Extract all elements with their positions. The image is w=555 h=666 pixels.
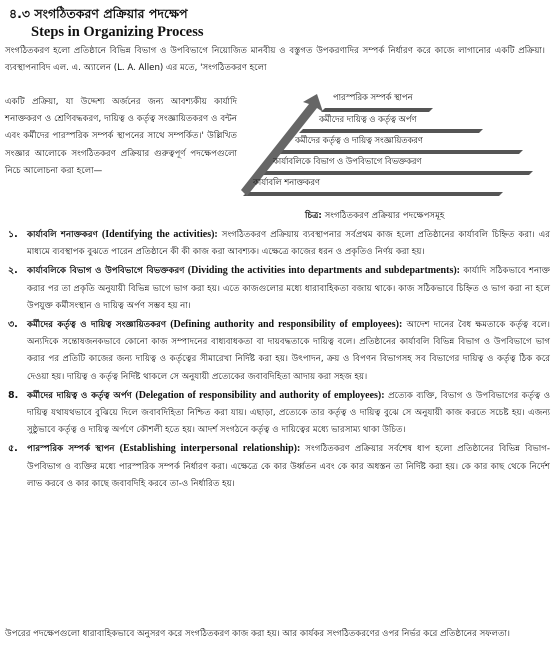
step-bar-4 (261, 171, 533, 175)
caption-text: সংগঠিতকরণ প্রক্রিয়ার পদক্ষেপসমূহ (321, 211, 445, 221)
item-heading: কর্মীদের দায়িত্ব ও কর্তৃত্ব অর্পণ (27, 390, 132, 401)
closing-paragraph: উপরের পদক্ষেপগুলো ধারাবাহিকভাবে অনুসরণ করে সংগঠিতকরণ কাজ করা হয়। আর কার্যকর সংগঠিতকরণের ওপর নির্ভর করে প্রতিষ্ঠানের সফলতা। (5, 629, 510, 639)
item-english-heading: (Defining authority and responsibility of employees): (170, 319, 403, 331)
list-item (5, 440, 550, 493)
item-body: সংগঠিতকরণ প্রক্রিয়ার সর্বশেষ ধাপ হলো প্রতিষ্ঠানের বিভিন্ন বিভাগ-উপবিভাগ ও ব্যক্তির মধ্যে পারস্পরিক সম্পর্ক নির্ধারণ করা। এক্ষেত্রে কে কার উর্ধ্বতন এবং কে কার অধস্তন তা নির্দিষ্ট করা হয়। কে কার কাছ থেকে নির্দেশ লাভ করবে ও কার কাছে জবাবদিহি করবে তা-ও নির্ধারিত হয়। (27, 444, 551, 489)
step-label-4: কার্যাবলিকে বিভাগ ও উপবিভাগে বিভক্তকরণ (273, 156, 422, 166)
caption-label: চিত্র: (305, 211, 322, 221)
organizing-steps-diagram (233, 86, 551, 204)
item-body: সংগঠিতকরণ প্রক্রিয়ায় ব্যবস্থাপনার সর্বপ্রথম কাজ হলো প্রতিষ্ঠানের কার্যাবলি চিহ্নিত করা। এর মাধ্যমে ব্যবস্থাপক বুঝতে পারেন প্রতিষ্ঠানে কী কী কাজ করা আবশ্যক। এক্ষেত্রে কাজের ধরন ও প্রকৃতিও নির্ণয় করা হয়। (27, 230, 550, 258)
item-body: আদেশ দানের বৈধ ক্ষমতাকে কর্তৃত্ব বলে। অন্যদিকে সন্তোষজনকভাবে কোনো কাজ সম্পাদনের বাধ্যবাধকতা বা দায়বদ্ধতাকে দায়িত্ব বলে। প্রতিষ্ঠানের কার্যাবলি বিভিন্ন বিভাগ ও উপবিভাগে ভাগ করার পর প্রতিটি কাজের জন্য দায়িত্ব ও কর্তৃত্বের সীমারেখা নির্দিষ্ট করা হয়। উৎপাদন, ক্রয় ও বিপণন বিভাগসহ সব বিভাগের দায়িত্ব ও কর্তৃত্ব ঠিক করে দেওয়া হয়। দায়িত্ব ও কর্তৃত্ব নির্দিষ্ট থাকলে সে অনুযায়ী প্রত্যেকের জবাবদিহিতা আদায় করা সহজ হয়। (27, 320, 550, 382)
figure-caption (305, 209, 444, 223)
list-item (5, 316, 550, 386)
item-number: 8. (8, 389, 19, 401)
textbook-page (5, 0, 550, 666)
step-bar-3 (279, 150, 523, 154)
step-bar-2 (299, 129, 483, 133)
step-bar-5 (243, 192, 503, 196)
item-body: কার্যাদি সঠিকভাবে শনাক্ত করার পর তা প্রকৃতি অনুযায়ী বিভিন্ন ভাগে ভাগ করা হয়। এতে কাজগুলোর মধ্যে ধারাবাহিকতা বজায় থাকে। কাজ সঠিকভাবে চিহ্নিত ও ভাগ করা না হলে উপযুক্ত কর্মীসংস্থান ও দায়িত্ব অর্পণ সম্ভব হয় না। (27, 266, 551, 311)
item-heading: কার্যাবলিকে বিভাগ ও উপবিভাগে বিভক্তকরণ (27, 266, 185, 277)
list-item (5, 226, 550, 261)
item-english-heading: (Identifying the activities): (101, 229, 218, 240)
section-subtitle: Steps in Organizing Process (31, 24, 204, 40)
step-label-1: পারস্পরিক সম্পর্ক স্থাপন (333, 92, 413, 102)
step-bar-1 (321, 108, 433, 112)
steps-list (5, 226, 550, 494)
item-number: ২. (8, 265, 18, 277)
section-title: ৪.৩ সংগঠিতকরণ প্রক্রিয়ার পদক্ষেপ (9, 6, 188, 21)
step-label-5: কার্যাবলি শনাক্তকরণ (253, 177, 320, 187)
item-english-heading: (Dividing the activities into departments and subdepartments): (187, 265, 461, 277)
item-heading: পারস্পরিক সম্পর্ক স্থাপন (27, 444, 115, 455)
item-english-heading: (Establishing interpersonal relationship): (119, 443, 301, 455)
intro-continuation: একটি প্রক্রিয়া, যা উদ্দেশ্য অর্জনের জন্য আবশ্যকীয় কার্যাদি শনাক্তকরণ ও শ্রেণিবদ্ধকরণ, দায়িত্ব ও কর্তৃত্ব সংজ্ঞায়িতকরণ ও বন্টন এবং কর্মীদের পারস্পরিক সম্পর্ক স্থাপনের সাথে সম্পর্কিত।' উল্লিখিত সংজ্ঞার আলোকে সংগঠিতকরণ প্রক্রিয়ার গুরুত্বপূর্ণ পদক্ষেপগুলো নিচে আলোচনা করা হলো— (5, 97, 237, 176)
step-label-3: কর্মীদের কর্তৃত্ব ও দায়িত্ব সংজ্ঞায়িতকরণ (295, 135, 423, 145)
item-number: ৩. (8, 319, 18, 331)
list-item (5, 262, 550, 315)
item-heading: কার্যাবলি শনাক্তকরণ (27, 230, 98, 240)
item-number: ১. (8, 229, 18, 240)
list-item (5, 387, 550, 440)
item-body: প্রত্যেক ব্যক্তি, বিভাগ ও উপবিভাগের কর্তৃত্ব ও দায়িত্ব যথাযথভাবে বুঝিয়ে দিলে জবাবদিহিতা নিশ্চিত করা যায়। এছাড়া, প্রত্যেকে তার কর্তৃত্ব ও দায়িত্ব বুঝে সে অনুযায়ী কাজ করতে সচেষ্ট হয়। এজন্য সুষ্ঠুভাবে কর্তৃত্ব ও দায়িত্ব অর্পণে কৌশলী হতে হয়। আদর্শ সংগঠনে কর্তৃত্ব ও দায়িত্বের মধ্যে ভারসাম্য থাকা উচিত। (27, 390, 551, 436)
item-number: ৫. (8, 443, 18, 455)
item-heading: কর্মীদের কর্তৃত্ব ও দায়িত্ব সংজ্ঞায়িতকরণ (27, 320, 167, 331)
intro-paragraph: সংগঠিতকরণ হলো প্রতিষ্ঠানে বিভিন্ন বিভাগ ও উপবিভাগে নিয়োজিত মানবীয় ও বস্তুগত উপকরণাদির সম্পর্ক নির্ধারণ করে কাজে লাগানোর একটি প্রক্রিয়া। ব্যবস্থাপনাবিদ এল. এ. অ্যালেন (L. A. Allen) এর মতে, 'সংগঠিতকরণ হলো (5, 46, 545, 74)
step-label-2: কর্মীদের দায়িত্ব ও কর্তৃত্ব অর্পণ (319, 114, 417, 124)
item-english-heading: (Delegation of responsibility and authority of employees): (135, 389, 385, 401)
